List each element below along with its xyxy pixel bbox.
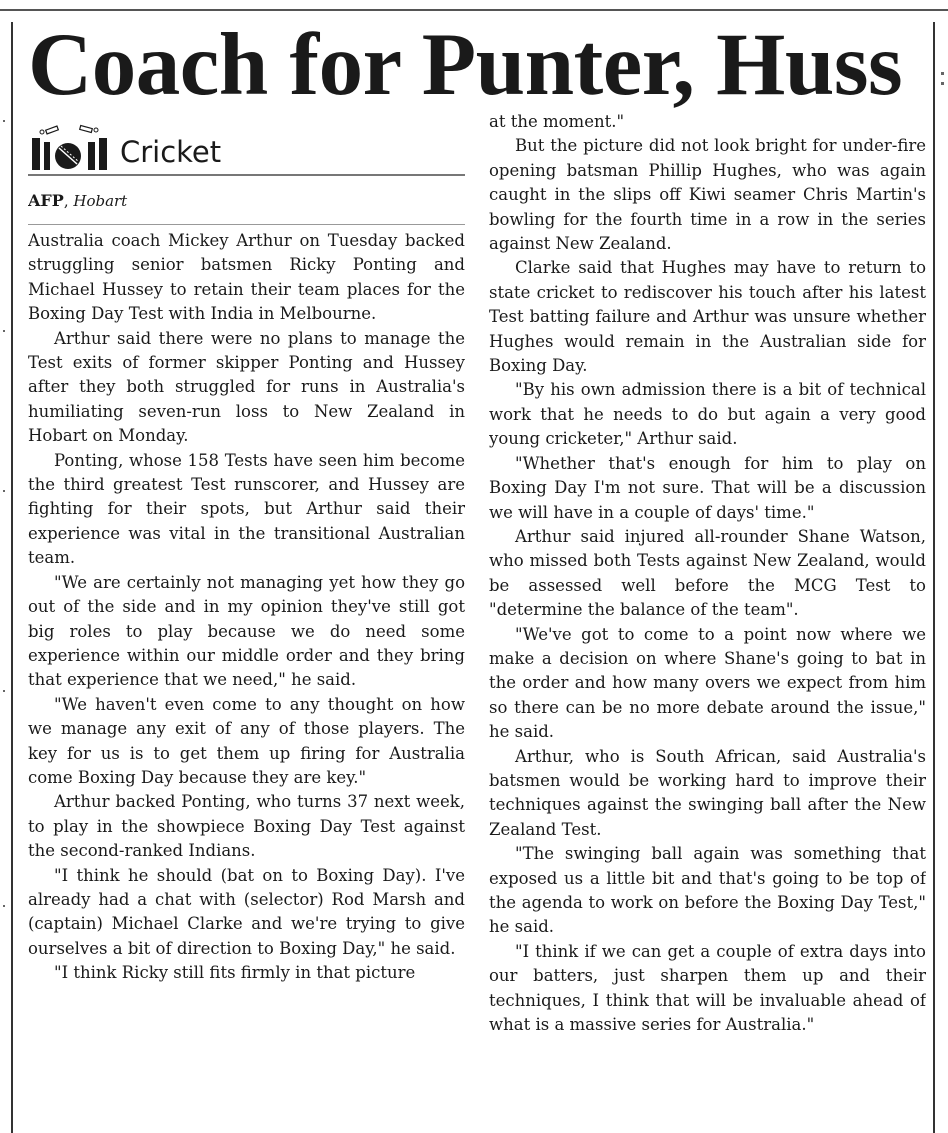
- paragraph: "I think if we can get a couple of extra days into our batters, just sharpen them up and their techniques, I think that will be invaluable ahead of what is a massive series for Australia.": [489, 941, 926, 1035]
- paragraph: "Whether that's enough for him to play on Boxing Day I'm not sure. That will be a discussion we will have in a couple of days' time.": [489, 453, 926, 522]
- right-column-rule: [933, 22, 935, 1133]
- paragraph: "I think Ricky still fits firmly in that picture: [54, 963, 416, 983]
- margin-speck: [941, 72, 944, 75]
- paragraph: "We haven't even come to any thought on how we manage any exit of any of those players. The key for us is to get them up firing for Australia come Boxing Day because they are key.": [28, 694, 465, 787]
- paragraph: Arthur backed Ponting, who turns 37 next week, to play in the showpiece Boxing Day Test against the second-ranked Indians.: [28, 792, 465, 861]
- margin-speck: [3, 905, 5, 907]
- paragraph: "The swinging ball again was something that exposed us a little bit and that's going to be top of the agenda to work on before the Boxing Day Test," he said.: [489, 844, 926, 937]
- paragraph: "By his own admission there is a bit of technical work that he needs to do but again a very good young cricketer," Arthur said.: [489, 380, 926, 449]
- paragraph-continuation: at the moment.": [489, 112, 625, 131]
- paragraph: But the picture did not look bright for under-fire opening batsman Phillip Hughes, who was again caught in the slips off Kiwi seamer Chris Martin's bowling for the fourth time in a row in the series against New Zealand.: [489, 136, 926, 254]
- paragraph: "We've got to come to a point now where we make a decision on where Shane's going to bat in the order and how many overs we expect from him so there can be no more debate around the issue," he said.: [489, 624, 926, 742]
- paragraph: "We are certainly not managing yet how they go out of the side and in my opinion they've still got big roles to play because we do need some experience within our middle order and they bring that experience that we need," he said.: [28, 572, 465, 690]
- byline-divider: [28, 224, 465, 225]
- left-column-rule: [11, 22, 13, 1133]
- paragraph: Australia coach Mickey Arthur on Tuesday backed struggling senior batsmen Ricky Ponting and Michael Hussey to retain their team places for the Boxing Day Test with India in Melbourne.: [28, 231, 465, 324]
- section-label: Cricket: [120, 135, 222, 169]
- byline: [28, 190, 465, 212]
- margin-speck: [3, 330, 5, 332]
- paragraph: Clarke said that Hughes may have to return to state cricket to rediscover his touch after his latest Test batting failure and Arthur was unsure whether Hughes would remain in the Australian side for Boxing Day.: [489, 258, 926, 376]
- paragraph: "I think he should (bat on to Boxing Day). I've already had a chat with (selector) Rod Marsh and (captain) Michael Clarke and we're trying to give ourselves a bit of direction to Boxing Day," he said.: [28, 865, 465, 958]
- section-header: [28, 110, 465, 176]
- margin-speck: [3, 690, 5, 692]
- article-column-1: [28, 110, 465, 1133]
- margin-speck: [941, 82, 944, 85]
- article-column-2: [489, 110, 926, 1133]
- headline: Coach for Punter, Huss: [28, 16, 903, 114]
- byline-place: Hobart: [73, 192, 128, 210]
- margin-speck: [3, 120, 5, 122]
- paragraph: Arthur said injured all-rounder Shane Watson, who missed both Tests against New Zealand, would be assessed well before the MCG Test to "determine the balance of the team".: [489, 526, 926, 620]
- cricket-stumps-ball-icon: [30, 124, 114, 172]
- byline-agency: AFP: [28, 191, 64, 210]
- margin-speck: [3, 490, 5, 492]
- byline-separator: ,: [63, 192, 74, 210]
- paragraph: Ponting, whose 158 Tests have seen him become the third greatest Test runscorer, and Hussey are fighting for their spots, but Arthur said their experience was vital in the transitional Australian team.: [28, 450, 465, 568]
- paragraph: Arthur, who is South African, said Australia's batsmen would be working hard to improve their techniques against the swinging ball after the New Zealand Test.: [489, 746, 926, 839]
- paragraph: Arthur said there were no plans to manage the Test exits of former skipper Ponting and Hussey after they both struggled for runs in Australia's humiliating seven-run loss to New Zealand in Hobart on Monday.: [28, 328, 465, 446]
